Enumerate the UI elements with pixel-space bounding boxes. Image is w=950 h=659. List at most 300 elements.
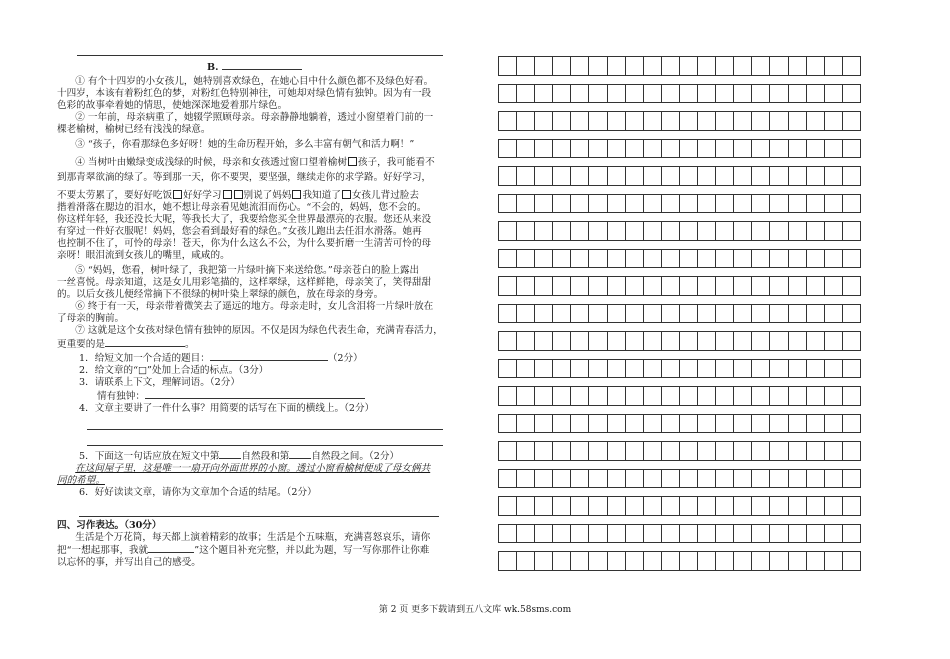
grid-cell[interactable] xyxy=(552,304,571,324)
grid-cell[interactable] xyxy=(534,524,553,544)
grid-cell[interactable] xyxy=(842,249,861,269)
grid-cell[interactable] xyxy=(607,414,626,434)
grid-cell[interactable] xyxy=(751,331,770,351)
grid-cell[interactable] xyxy=(534,166,553,186)
punctuation-box[interactable] xyxy=(292,190,301,199)
grid-cell[interactable] xyxy=(733,249,752,269)
grid-cell[interactable] xyxy=(769,551,788,571)
grid-cell[interactable] xyxy=(552,194,571,214)
grid-cell[interactable] xyxy=(643,56,662,76)
grid-cell[interactable] xyxy=(534,194,553,214)
grid-cell[interactable] xyxy=(516,111,535,131)
grid-cell[interactable] xyxy=(715,194,734,214)
grid-cell[interactable] xyxy=(498,551,517,571)
grid-cell[interactable] xyxy=(733,276,752,296)
grid-cell[interactable] xyxy=(588,276,607,296)
grid-cell[interactable] xyxy=(661,139,680,159)
grid-cell[interactable] xyxy=(570,139,589,159)
grid-cell[interactable] xyxy=(824,221,843,241)
grid-cell[interactable] xyxy=(570,276,589,296)
grid-cell[interactable] xyxy=(625,139,644,159)
grid-cell[interactable] xyxy=(842,304,861,324)
grid-cell[interactable] xyxy=(588,56,607,76)
grid-cell[interactable] xyxy=(806,139,825,159)
grid-cell[interactable] xyxy=(498,221,517,241)
grid-cell[interactable] xyxy=(552,249,571,269)
grid-cell[interactable] xyxy=(661,249,680,269)
grid-cell[interactable] xyxy=(751,276,770,296)
grid-cell[interactable] xyxy=(498,414,517,434)
grid-cell[interactable] xyxy=(625,386,644,406)
grid-cell[interactable] xyxy=(661,276,680,296)
grid-cell[interactable] xyxy=(697,469,716,489)
grid-cell[interactable] xyxy=(643,524,662,544)
grid-cell[interactable] xyxy=(552,276,571,296)
grid-cell[interactable] xyxy=(534,414,553,434)
grid-cell[interactable] xyxy=(534,496,553,516)
grid-cell[interactable] xyxy=(625,496,644,516)
grid-cell[interactable] xyxy=(607,441,626,461)
grid-cell[interactable] xyxy=(607,469,626,489)
grid-cell[interactable] xyxy=(842,166,861,186)
grid-cell[interactable] xyxy=(733,84,752,104)
grid-cell[interactable] xyxy=(806,166,825,186)
grid-cell[interactable] xyxy=(715,331,734,351)
grid-cell[interactable] xyxy=(842,221,861,241)
grid-cell[interactable] xyxy=(842,331,861,351)
grid-cell[interactable] xyxy=(806,551,825,571)
grid-cell[interactable] xyxy=(769,276,788,296)
grid-cell[interactable] xyxy=(552,111,571,131)
grid-cell[interactable] xyxy=(498,111,517,131)
grid-cell[interactable] xyxy=(516,524,535,544)
grid-cell[interactable] xyxy=(806,84,825,104)
grid-cell[interactable] xyxy=(769,359,788,379)
grid-cell[interactable] xyxy=(733,386,752,406)
grid-cell[interactable] xyxy=(643,386,662,406)
grid-cell[interactable] xyxy=(661,496,680,516)
punctuation-box[interactable] xyxy=(342,190,351,199)
grid-cell[interactable] xyxy=(842,359,861,379)
grid-cell[interactable] xyxy=(570,359,589,379)
question-1-answer-blank[interactable] xyxy=(210,351,328,361)
grid-cell[interactable] xyxy=(534,469,553,489)
grid-cell[interactable] xyxy=(516,56,535,76)
grid-cell[interactable] xyxy=(607,359,626,379)
grid-cell[interactable] xyxy=(715,249,734,269)
grid-cell[interactable] xyxy=(697,221,716,241)
grid-cell[interactable] xyxy=(715,304,734,324)
grid-cell[interactable] xyxy=(733,469,752,489)
grid-cell[interactable] xyxy=(788,469,807,489)
question-3-answer-blank[interactable] xyxy=(145,389,365,399)
grid-cell[interactable] xyxy=(697,84,716,104)
grid-cell[interactable] xyxy=(769,496,788,516)
grid-cell[interactable] xyxy=(607,304,626,324)
grid-cell[interactable] xyxy=(607,386,626,406)
grid-cell[interactable] xyxy=(661,469,680,489)
grid-cell[interactable] xyxy=(625,469,644,489)
grid-cell[interactable] xyxy=(824,249,843,269)
grid-cell[interactable] xyxy=(788,194,807,214)
grid-cell[interactable] xyxy=(534,139,553,159)
grid-cell[interactable] xyxy=(697,441,716,461)
grid-cell[interactable] xyxy=(552,469,571,489)
grid-cell[interactable] xyxy=(824,194,843,214)
grid-cell[interactable] xyxy=(516,551,535,571)
grid-cell[interactable] xyxy=(625,166,644,186)
grid-cell[interactable] xyxy=(643,221,662,241)
grid-cell[interactable] xyxy=(697,386,716,406)
grid-cell[interactable] xyxy=(697,249,716,269)
grid-cell[interactable] xyxy=(661,414,680,434)
grid-cell[interactable] xyxy=(552,441,571,461)
grid-cell[interactable] xyxy=(570,194,589,214)
grid-cell[interactable] xyxy=(715,524,734,544)
grid-cell[interactable] xyxy=(751,469,770,489)
grid-cell[interactable] xyxy=(788,414,807,434)
grid-cell[interactable] xyxy=(588,551,607,571)
grid-cell[interactable] xyxy=(570,221,589,241)
grid-cell[interactable] xyxy=(788,441,807,461)
grid-cell[interactable] xyxy=(516,304,535,324)
grid-cell[interactable] xyxy=(769,84,788,104)
grid-cell[interactable] xyxy=(697,524,716,544)
grid-cell[interactable] xyxy=(842,56,861,76)
grid-cell[interactable] xyxy=(552,84,571,104)
grid-cell[interactable] xyxy=(788,386,807,406)
grid-cell[interactable] xyxy=(661,304,680,324)
grid-cell[interactable] xyxy=(643,111,662,131)
grid-cell[interactable] xyxy=(769,331,788,351)
grid-cell[interactable] xyxy=(679,304,698,324)
grid-cell[interactable] xyxy=(643,249,662,269)
grid-cell[interactable] xyxy=(842,524,861,544)
grid-cell[interactable] xyxy=(498,496,517,516)
grid-cell[interactable] xyxy=(516,331,535,351)
grid-cell[interactable] xyxy=(661,111,680,131)
grid-cell[interactable] xyxy=(643,194,662,214)
grid-cell[interactable] xyxy=(607,194,626,214)
grid-cell[interactable] xyxy=(588,249,607,269)
grid-cell[interactable] xyxy=(498,249,517,269)
grid-cell[interactable] xyxy=(516,249,535,269)
grid-cell[interactable] xyxy=(661,524,680,544)
grid-cell[interactable] xyxy=(697,194,716,214)
grid-cell[interactable] xyxy=(607,551,626,571)
grid-cell[interactable] xyxy=(661,441,680,461)
grid-cell[interactable] xyxy=(715,56,734,76)
grid-cell[interactable] xyxy=(806,414,825,434)
grid-cell[interactable] xyxy=(643,166,662,186)
grid-cell[interactable] xyxy=(733,56,752,76)
grid-cell[interactable] xyxy=(751,386,770,406)
grid-cell[interactable] xyxy=(625,551,644,571)
grid-cell[interactable] xyxy=(679,276,698,296)
grid-cell[interactable] xyxy=(516,194,535,214)
grid-cell[interactable] xyxy=(715,139,734,159)
grid-cell[interactable] xyxy=(534,56,553,76)
grid-cell[interactable] xyxy=(679,139,698,159)
grid-cell[interactable] xyxy=(697,111,716,131)
grid-cell[interactable] xyxy=(498,469,517,489)
grid-cell[interactable] xyxy=(697,56,716,76)
question-4-answer-line[interactable] xyxy=(87,418,443,430)
question-4-answer-line[interactable] xyxy=(87,434,443,446)
grid-cell[interactable] xyxy=(751,221,770,241)
grid-cell[interactable] xyxy=(679,524,698,544)
grid-cell[interactable] xyxy=(788,524,807,544)
grid-cell[interactable] xyxy=(697,359,716,379)
grid-cell[interactable] xyxy=(842,276,861,296)
grid-cell[interactable] xyxy=(679,359,698,379)
grid-cell[interactable] xyxy=(788,56,807,76)
grid-cell[interactable] xyxy=(588,111,607,131)
grid-cell[interactable] xyxy=(588,84,607,104)
grid-cell[interactable] xyxy=(552,414,571,434)
grid-cell[interactable] xyxy=(552,166,571,186)
grid-cell[interactable] xyxy=(824,524,843,544)
grid-cell[interactable] xyxy=(824,496,843,516)
grid-cell[interactable] xyxy=(788,139,807,159)
grid-cell[interactable] xyxy=(516,441,535,461)
grid-cell[interactable] xyxy=(824,386,843,406)
grid-cell[interactable] xyxy=(788,304,807,324)
grid-cell[interactable] xyxy=(806,331,825,351)
grid-cell[interactable] xyxy=(769,221,788,241)
grid-cell[interactable] xyxy=(806,304,825,324)
grid-cell[interactable] xyxy=(697,551,716,571)
grid-cell[interactable] xyxy=(806,56,825,76)
grid-cell[interactable] xyxy=(643,331,662,351)
paragraph-7-blank[interactable] xyxy=(105,337,185,347)
grid-cell[interactable] xyxy=(498,304,517,324)
grid-cell[interactable] xyxy=(625,414,644,434)
grid-cell[interactable] xyxy=(570,331,589,351)
grid-cell[interactable] xyxy=(679,84,698,104)
grid-cell[interactable] xyxy=(516,166,535,186)
grid-cell[interactable] xyxy=(806,441,825,461)
grid-cell[interactable] xyxy=(733,139,752,159)
grid-cell[interactable] xyxy=(625,56,644,76)
grid-cell[interactable] xyxy=(552,359,571,379)
grid-cell[interactable] xyxy=(788,221,807,241)
grid-cell[interactable] xyxy=(788,111,807,131)
grid-cell[interactable] xyxy=(679,221,698,241)
grid-cell[interactable] xyxy=(733,331,752,351)
grid-cell[interactable] xyxy=(769,441,788,461)
grid-cell[interactable] xyxy=(806,496,825,516)
grid-cell[interactable] xyxy=(498,84,517,104)
grid-cell[interactable] xyxy=(534,221,553,241)
grid-cell[interactable] xyxy=(842,441,861,461)
grid-cell[interactable] xyxy=(806,194,825,214)
grid-cell[interactable] xyxy=(788,331,807,351)
grid-cell[interactable] xyxy=(715,551,734,571)
grid-cell[interactable] xyxy=(534,304,553,324)
grid-cell[interactable] xyxy=(607,139,626,159)
grid-cell[interactable] xyxy=(570,414,589,434)
grid-cell[interactable] xyxy=(715,276,734,296)
grid-cell[interactable] xyxy=(788,249,807,269)
grid-cell[interactable] xyxy=(824,331,843,351)
grid-cell[interactable] xyxy=(733,551,752,571)
grid-cell[interactable] xyxy=(570,551,589,571)
grid-cell[interactable] xyxy=(697,304,716,324)
grid-cell[interactable] xyxy=(534,249,553,269)
grid-cell[interactable] xyxy=(824,469,843,489)
grid-cell[interactable] xyxy=(570,166,589,186)
grid-cell[interactable] xyxy=(751,139,770,159)
grid-cell[interactable] xyxy=(516,139,535,159)
grid-cell[interactable] xyxy=(824,359,843,379)
grid-cell[interactable] xyxy=(715,111,734,131)
grid-cell[interactable] xyxy=(751,359,770,379)
grid-cell[interactable] xyxy=(751,414,770,434)
grid-cell[interactable] xyxy=(516,84,535,104)
grid-cell[interactable] xyxy=(769,414,788,434)
grid-cell[interactable] xyxy=(751,111,770,131)
question-5-blank[interactable] xyxy=(289,449,311,459)
grid-cell[interactable] xyxy=(715,386,734,406)
grid-cell[interactable] xyxy=(733,304,752,324)
grid-cell[interactable] xyxy=(588,386,607,406)
grid-cell[interactable] xyxy=(769,524,788,544)
grid-cell[interactable] xyxy=(570,496,589,516)
grid-cell[interactable] xyxy=(588,139,607,159)
grid-cell[interactable] xyxy=(788,84,807,104)
grid-cell[interactable] xyxy=(607,111,626,131)
grid-cell[interactable] xyxy=(788,551,807,571)
grid-cell[interactable] xyxy=(534,359,553,379)
grid-cell[interactable] xyxy=(625,194,644,214)
grid-cell[interactable] xyxy=(534,276,553,296)
grid-cell[interactable] xyxy=(625,249,644,269)
punctuation-box[interactable] xyxy=(234,190,243,199)
grid-cell[interactable] xyxy=(733,441,752,461)
grid-cell[interactable] xyxy=(679,56,698,76)
grid-cell[interactable] xyxy=(570,469,589,489)
grid-cell[interactable] xyxy=(552,524,571,544)
grid-cell[interactable] xyxy=(498,276,517,296)
grid-cell[interactable] xyxy=(697,414,716,434)
grid-cell[interactable] xyxy=(679,166,698,186)
grid-cell[interactable] xyxy=(769,304,788,324)
grid-cell[interactable] xyxy=(661,84,680,104)
grid-cell[interactable] xyxy=(661,331,680,351)
grid-cell[interactable] xyxy=(625,111,644,131)
grid-cell[interactable] xyxy=(643,139,662,159)
grid-cell[interactable] xyxy=(751,56,770,76)
grid-cell[interactable] xyxy=(806,469,825,489)
grid-cell[interactable] xyxy=(534,111,553,131)
grid-cell[interactable] xyxy=(625,304,644,324)
grid-cell[interactable] xyxy=(824,551,843,571)
grid-cell[interactable] xyxy=(498,56,517,76)
grid-cell[interactable] xyxy=(643,551,662,571)
grid-cell[interactable] xyxy=(516,469,535,489)
grid-cell[interactable] xyxy=(788,359,807,379)
grid-cell[interactable] xyxy=(788,166,807,186)
grid-cell[interactable] xyxy=(751,249,770,269)
grid-cell[interactable] xyxy=(607,221,626,241)
grid-cell[interactable] xyxy=(769,469,788,489)
section-b-title-blank[interactable] xyxy=(222,60,302,70)
grid-cell[interactable] xyxy=(842,551,861,571)
grid-cell[interactable] xyxy=(769,111,788,131)
grid-cell[interactable] xyxy=(607,84,626,104)
grid-cell[interactable] xyxy=(661,56,680,76)
grid-cell[interactable] xyxy=(842,194,861,214)
grid-cell[interactable] xyxy=(570,386,589,406)
grid-cell[interactable] xyxy=(733,221,752,241)
grid-cell[interactable] xyxy=(552,551,571,571)
grid-cell[interactable] xyxy=(588,304,607,324)
grid-cell[interactable] xyxy=(679,194,698,214)
grid-cell[interactable] xyxy=(552,496,571,516)
grid-cell[interactable] xyxy=(697,496,716,516)
grid-cell[interactable] xyxy=(733,194,752,214)
grid-cell[interactable] xyxy=(534,84,553,104)
grid-cell[interactable] xyxy=(588,441,607,461)
grid-cell[interactable] xyxy=(498,386,517,406)
grid-cell[interactable] xyxy=(715,221,734,241)
grid-cell[interactable] xyxy=(588,469,607,489)
grid-cell[interactable] xyxy=(824,139,843,159)
grid-cell[interactable] xyxy=(498,139,517,159)
grid-cell[interactable] xyxy=(570,111,589,131)
composition-grid[interactable] xyxy=(498,56,860,579)
grid-cell[interactable] xyxy=(824,441,843,461)
grid-cell[interactable] xyxy=(643,304,662,324)
grid-cell[interactable] xyxy=(697,331,716,351)
grid-cell[interactable] xyxy=(625,276,644,296)
grid-cell[interactable] xyxy=(806,221,825,241)
grid-cell[interactable] xyxy=(607,166,626,186)
grid-cell[interactable] xyxy=(842,139,861,159)
grid-cell[interactable] xyxy=(588,194,607,214)
grid-cell[interactable] xyxy=(643,414,662,434)
grid-cell[interactable] xyxy=(643,359,662,379)
grid-cell[interactable] xyxy=(733,359,752,379)
grid-cell[interactable] xyxy=(715,166,734,186)
grid-cell[interactable] xyxy=(607,331,626,351)
grid-cell[interactable] xyxy=(806,249,825,269)
grid-cell[interactable] xyxy=(697,276,716,296)
grid-cell[interactable] xyxy=(625,84,644,104)
grid-cell[interactable] xyxy=(751,524,770,544)
grid-cell[interactable] xyxy=(733,524,752,544)
grid-cell[interactable] xyxy=(607,496,626,516)
grid-cell[interactable] xyxy=(498,166,517,186)
grid-cell[interactable] xyxy=(751,194,770,214)
grid-cell[interactable] xyxy=(824,276,843,296)
grid-cell[interactable] xyxy=(842,111,861,131)
grid-cell[interactable] xyxy=(552,139,571,159)
grid-cell[interactable] xyxy=(769,249,788,269)
grid-cell[interactable] xyxy=(588,221,607,241)
grid-cell[interactable] xyxy=(643,496,662,516)
grid-cell[interactable] xyxy=(552,386,571,406)
punctuation-box[interactable] xyxy=(223,190,232,199)
grid-cell[interactable] xyxy=(516,221,535,241)
grid-cell[interactable] xyxy=(534,386,553,406)
grid-cell[interactable] xyxy=(534,441,553,461)
grid-cell[interactable] xyxy=(751,496,770,516)
grid-cell[interactable] xyxy=(552,56,571,76)
grid-cell[interactable] xyxy=(715,414,734,434)
grid-cell[interactable] xyxy=(697,139,716,159)
